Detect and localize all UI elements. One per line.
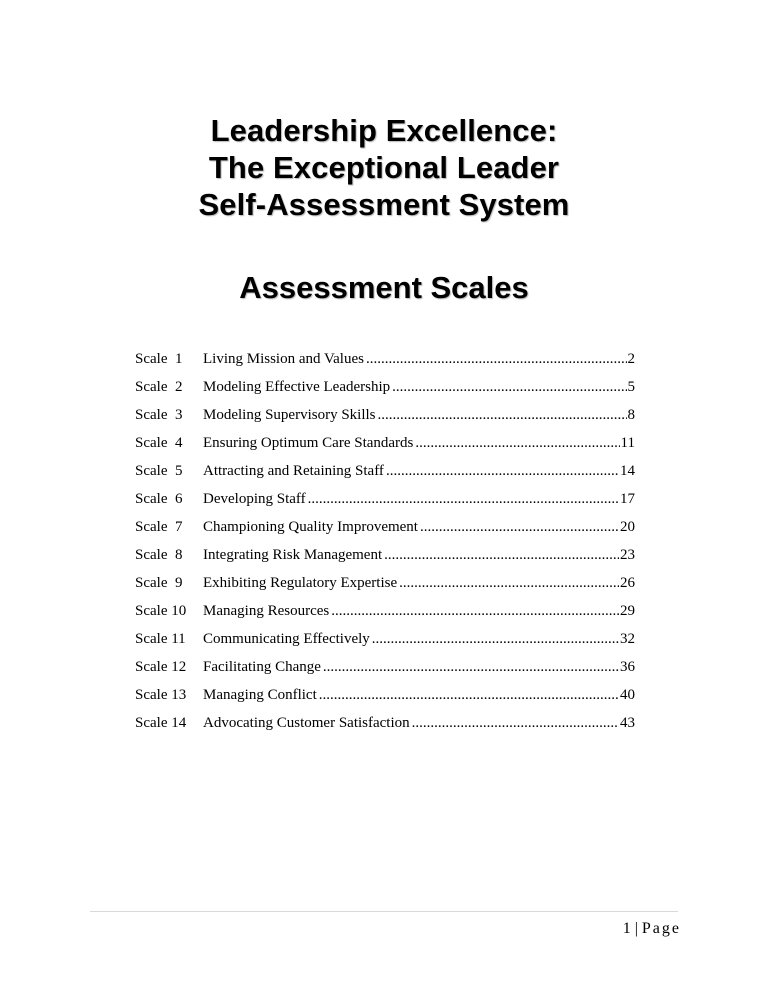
toc-page-number: 32 (620, 631, 635, 647)
toc-dot-leader (366, 345, 627, 373)
toc-dot-leader (372, 625, 619, 653)
footer-page-label: Page (641, 920, 681, 937)
toc-scale-number: Scale 5 (135, 463, 183, 479)
toc-entry[interactable] (135, 541, 635, 569)
toc-scale-number: Scale 12 (135, 659, 187, 675)
toc-dot-leader (412, 709, 619, 737)
toc-page-number: 36 (620, 659, 635, 675)
page-footer (623, 919, 681, 939)
toc-scale-number: Scale 2 (135, 379, 183, 395)
toc-page-number: 17 (620, 491, 635, 507)
toc-entry[interactable] (135, 429, 635, 457)
toc-entry-title: Ensuring Optimum Care Standards (203, 435, 414, 451)
table-of-contents (135, 345, 635, 737)
toc-scale-number: Scale 4 (135, 435, 183, 451)
toc-scale-number: Scale 13 (135, 687, 187, 703)
title-line-2: The Exceptional Leader (208, 150, 560, 185)
toc-page-number: 11 (620, 435, 635, 451)
toc-page-number: 20 (620, 519, 635, 535)
toc-page-number: 5 (627, 379, 635, 395)
toc-page-number: 23 (620, 547, 635, 563)
toc-dot-leader (319, 681, 619, 709)
toc-page-number: 40 (620, 687, 635, 703)
toc-entry[interactable] (135, 373, 635, 401)
toc-page-number: 14 (620, 463, 635, 479)
toc-entry-title: Communicating Effectively (203, 631, 370, 647)
footer-separator: | (634, 920, 638, 937)
toc-entry[interactable] (135, 653, 635, 681)
toc-entry[interactable] (135, 485, 635, 513)
toc-dot-leader (420, 513, 619, 541)
toc-entry[interactable] (135, 401, 635, 429)
footer-page-number: 1 (622, 920, 631, 937)
toc-scale-number: Scale 6 (135, 491, 183, 507)
toc-dot-leader (378, 401, 627, 429)
toc-dot-leader (308, 485, 619, 513)
toc-entry-title: Facilitating Change (203, 659, 321, 675)
toc-dot-leader (384, 541, 619, 569)
toc-dot-leader (331, 597, 619, 625)
toc-page-number: 26 (620, 575, 635, 591)
toc-entry-title: Attracting and Retaining Staff (203, 463, 384, 479)
toc-entry-title: Integrating Risk Management (203, 547, 383, 563)
toc-scale-number: Scale 3 (135, 407, 183, 423)
toc-dot-leader (386, 457, 619, 485)
toc-entry-title: Living Mission and Values (203, 351, 364, 367)
toc-entry[interactable] (135, 625, 635, 653)
toc-scale-number: Scale 14 (135, 715, 187, 731)
toc-scale-number: Scale 11 (135, 631, 186, 647)
toc-scale-number: Scale 1 (135, 351, 183, 367)
toc-page-number: 8 (627, 407, 635, 423)
footer-divider (90, 911, 678, 912)
toc-entry-title: Developing Staff (203, 491, 306, 507)
toc-page-number: 2 (627, 351, 635, 367)
toc-entry-title: Modeling Supervisory Skills (203, 407, 376, 423)
toc-entry-title: Championing Quality Improvement (203, 519, 418, 535)
toc-dot-leader (399, 569, 619, 597)
title-line-3: Self-Assessment System (198, 187, 570, 222)
toc-entry[interactable] (135, 709, 635, 737)
toc-entry-title: Managing Conflict (203, 687, 317, 703)
toc-scale-number: Scale 10 (135, 603, 187, 619)
toc-page-number: 29 (620, 603, 635, 619)
toc-entry[interactable] (135, 513, 635, 541)
toc-entry-title: Modeling Effective Leadership (203, 379, 391, 395)
toc-entry[interactable] (135, 457, 635, 485)
toc-scale-number: Scale 9 (135, 575, 183, 591)
toc-entry[interactable] (135, 681, 635, 709)
toc-entry[interactable] (135, 345, 635, 373)
toc-dot-leader (415, 429, 619, 457)
toc-page-number: 43 (620, 715, 635, 731)
document-subtitle: Assessment Scales (239, 270, 529, 305)
toc-scale-number: Scale 7 (135, 519, 183, 535)
toc-entry-title: Managing Resources (203, 603, 330, 619)
toc-dot-leader (323, 653, 619, 681)
toc-dot-leader (392, 373, 626, 401)
toc-entry[interactable] (135, 597, 635, 625)
title-line-1: Leadership Excellence: (210, 113, 558, 148)
toc-entry[interactable] (135, 569, 635, 597)
document-title (0, 112, 768, 223)
toc-entry-title: Exhibiting Regulatory Expertise (203, 575, 398, 591)
toc-scale-number: Scale 8 (135, 547, 183, 563)
toc-entry-title: Advocating Customer Satisfaction (203, 715, 410, 731)
